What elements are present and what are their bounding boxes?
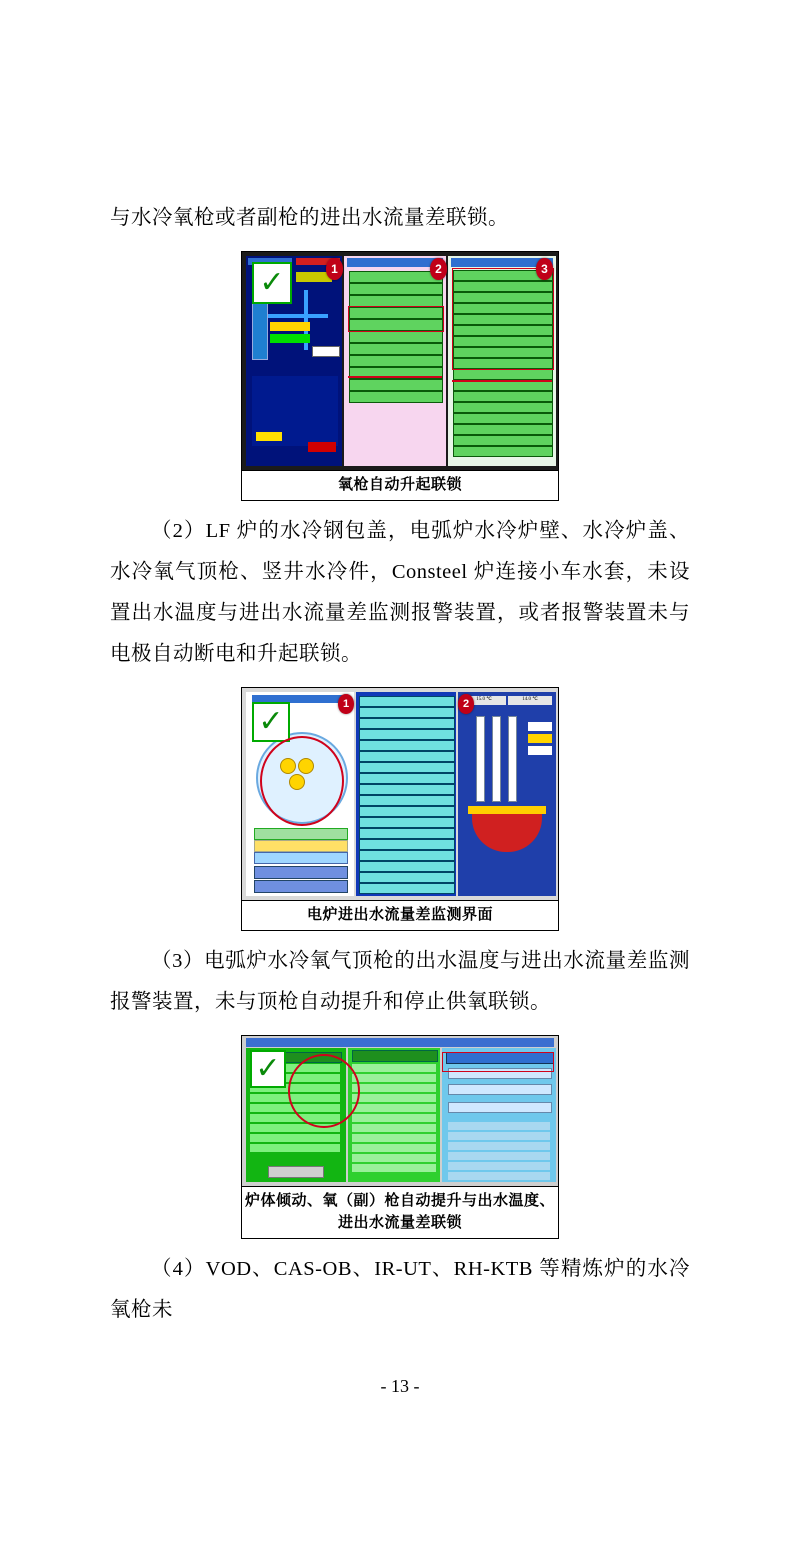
figure-caption: 电炉进出水流量差监测界面 bbox=[306, 906, 493, 923]
right-readout-3 bbox=[528, 746, 552, 755]
screenshot-efurnace bbox=[242, 688, 558, 901]
electrode-column-1 bbox=[476, 716, 485, 802]
furnace-rim-graphic bbox=[468, 806, 546, 814]
paragraph-item-3: （3）电弧炉水冷氧气顶枪的出水温度与进出水流量差监测报警装置，未与顶枪自动提升和停止供氧联锁。 bbox=[110, 950, 690, 1013]
water-flow-table-panel bbox=[356, 692, 456, 896]
furnace-status-row-1 bbox=[254, 828, 348, 840]
marker-bubble-1: 1 bbox=[338, 694, 354, 714]
emergency-lift-title-bar bbox=[347, 258, 443, 267]
marker-bubble-1: 1 bbox=[326, 258, 343, 280]
highlight-line-tilt bbox=[452, 380, 552, 382]
furnace-status-row-3 bbox=[254, 852, 348, 864]
check-mark-icon: ✓ bbox=[252, 702, 290, 742]
highlight-box-status bbox=[442, 1052, 554, 1072]
mimic-readout-2 bbox=[270, 334, 310, 343]
screenshot-oxygen-lance bbox=[242, 252, 558, 471]
middle-panel-header bbox=[352, 1050, 438, 1062]
mimic-pipe-h bbox=[268, 314, 328, 318]
furnace-status-row-2 bbox=[254, 840, 348, 852]
confirm-button[interactable] bbox=[268, 1166, 324, 1178]
marker-bubble-2: 2 bbox=[430, 258, 447, 280]
screenshot-tilt-lift bbox=[242, 1036, 558, 1187]
figure-caption-line-1: 炉体倾动、氧（副）枪自动提升与出水温度、 bbox=[244, 1192, 555, 1209]
page-number: - 13 - bbox=[380, 1376, 420, 1396]
paragraph-item-4: （4）VOD、CAS-OB、IR-UT、RH-KTB 等精炼炉的水冷氧枪未 bbox=[110, 1258, 690, 1321]
marker-bubble-2: 2 bbox=[458, 694, 474, 714]
mimic-readout-1 bbox=[270, 322, 310, 331]
check-mark-icon: ✓ bbox=[252, 262, 292, 304]
highlight-line-lower bbox=[348, 376, 442, 378]
figure-efurnace-flow-monitor bbox=[241, 687, 559, 931]
highlight-ellipse-furnace bbox=[260, 736, 344, 826]
figure-caption-line-2: 进出水流量差联锁 bbox=[337, 1214, 462, 1231]
electrode-column-3 bbox=[508, 716, 517, 802]
window-title-bar bbox=[246, 1038, 554, 1047]
highlight-ellipse-conditions bbox=[288, 1054, 360, 1128]
electrode-column-2 bbox=[492, 716, 501, 802]
lift-condition-panel-middle bbox=[348, 1048, 440, 1182]
right-readout-1 bbox=[528, 722, 552, 731]
figure-oxygen-lance-interlock bbox=[241, 251, 559, 501]
mimic-stop-button[interactable] bbox=[308, 442, 336, 452]
paragraph-intro: 与水冷氧枪或者副枪的进出水流量差联锁。 bbox=[110, 207, 509, 229]
mimic-lower-readout bbox=[256, 432, 282, 441]
furnace-button-1[interactable] bbox=[254, 866, 348, 879]
converter-tilt-conditions-panel bbox=[448, 256, 556, 466]
emergency-lift-conditions-panel bbox=[344, 256, 446, 466]
mimic-readout-3 bbox=[312, 346, 340, 357]
readout-temp-1: 15.0 ℃ bbox=[462, 696, 506, 705]
page-content bbox=[110, 198, 690, 1331]
readout-temp-2: 14.0 ℃ bbox=[508, 696, 552, 705]
check-mark-icon: ✓ bbox=[250, 1050, 286, 1088]
highlight-box-tilt-upper bbox=[452, 268, 554, 370]
furnace-vessel-graphic bbox=[472, 812, 542, 852]
marker-bubble-3: 3 bbox=[536, 258, 553, 280]
figure-caption bbox=[242, 1187, 558, 1238]
highlight-box-flow-diff bbox=[348, 306, 444, 332]
furnace-button-2[interactable] bbox=[254, 880, 348, 893]
electrode-schematic-panel bbox=[458, 692, 556, 896]
paragraph-item-2: （2）LF 炉的水冷钢包盖，电弧炉水冷炉壁、水冷炉盖、水冷氧气顶枪、竖井水冷件，Consteel 炉连接小车水套，未设置出水温度与进出水流量差监测报警装置，或者报警装置未与电极自动断电和升起联锁。 bbox=[110, 520, 690, 665]
figure-caption: 氧枪自动升起联锁 bbox=[337, 476, 462, 493]
right-readout-2 bbox=[528, 734, 552, 743]
figure-tilt-lift-interlock bbox=[241, 1035, 559, 1239]
